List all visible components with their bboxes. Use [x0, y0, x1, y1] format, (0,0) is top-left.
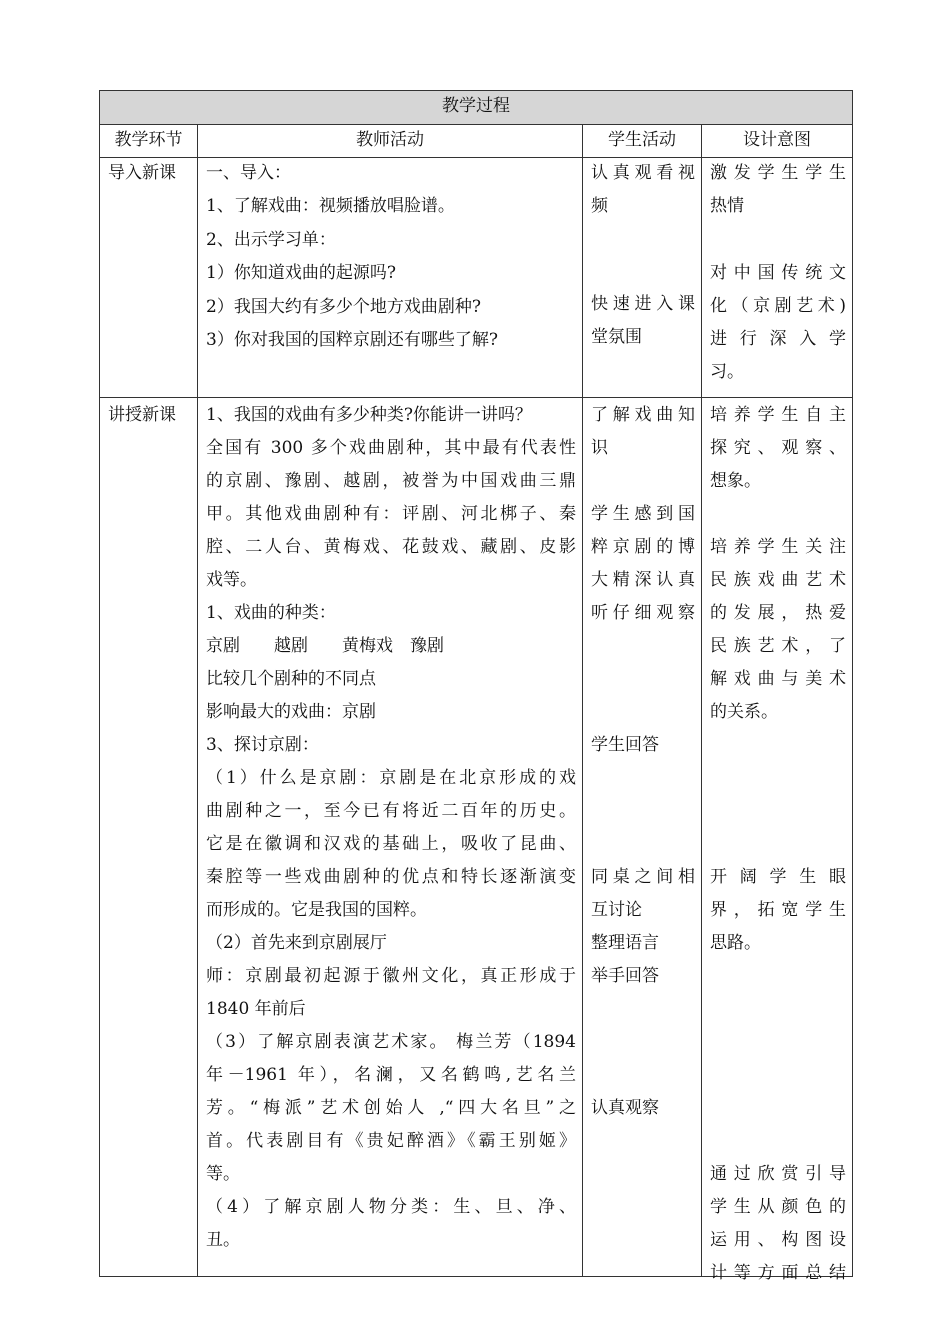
text-line: 年－1961 年），名澜，又名鹤鸣,艺名兰	[206, 1065, 576, 1085]
text-line: 全国有 300 多个戏曲剧种，其中最有代表性	[206, 438, 576, 458]
design-intent-cell	[702, 398, 853, 1283]
text-line: 粹京剧的博	[591, 537, 695, 557]
text-line: 甲。其他戏曲剧种有：评剧、河北梆子、秦	[206, 504, 576, 524]
text-line: 芳。“梅派”艺术创始人 ,“四大名旦”之	[206, 1098, 576, 1118]
text-line: 秦腔等一些戏曲剧种的优点和特长逐渐演变	[206, 867, 576, 887]
text-line: 民族艺术，了	[710, 636, 846, 656]
text-line: 频	[591, 196, 608, 216]
header-student-activity: 学生活动	[583, 125, 702, 158]
text-line: 进 行 深 入 学	[710, 329, 846, 349]
text-line: 识	[591, 438, 608, 458]
text-line: 京剧 越剧 黄梅戏 豫剧	[206, 636, 444, 656]
text-line: 2、出示学习单：	[206, 230, 336, 250]
text-line: 等。	[206, 1164, 240, 1184]
design-intent-cell	[702, 158, 853, 398]
teacher-activity-cell	[198, 398, 583, 1277]
text-line: 的关系。	[710, 702, 778, 722]
text-line: 整理语言	[591, 933, 659, 953]
text-line: 培养学生关注	[710, 537, 846, 557]
text-line: 1）你知道戏曲的起源吗?	[206, 263, 396, 283]
text-line: 1、了解戏曲：视频播放唱脸谱。	[206, 196, 455, 216]
text-line: 激发学生学生	[710, 163, 846, 183]
text-line: 戏等。	[206, 570, 257, 590]
text-line: 化（京剧艺术)	[710, 296, 846, 316]
student-activity-cell	[583, 158, 702, 398]
text-line: 认真观看视	[591, 163, 695, 183]
text-line: 界，拓宽学生	[710, 900, 846, 920]
text-line: 影响最大的戏曲：京剧	[206, 702, 376, 722]
text-line: 1、戏曲的种类：	[206, 603, 336, 623]
table-row	[100, 398, 853, 1277]
text-line: （1）什么是京剧：京剧是在北京形成的戏	[206, 768, 576, 788]
text-line: 热情	[710, 196, 744, 216]
text-line: 学生回答	[591, 735, 659, 755]
text-line: （2）首先来到京剧展厅	[206, 933, 387, 953]
stage-cell	[100, 398, 198, 1277]
text-line: 探究、观察、	[710, 438, 846, 458]
text-line: 2）我国大约有多少个地方戏曲剧种?	[206, 297, 481, 317]
header-design-intent: 设计意图	[702, 125, 853, 158]
text-line: （4）了解京剧人物分类：生、旦、净、	[206, 1197, 576, 1217]
text-line: 学生从颜色的	[710, 1197, 846, 1217]
text-line: 快速进入课	[591, 294, 695, 314]
text-line: （3）了解京剧表演艺术家。 梅兰芳（1894	[206, 1032, 576, 1052]
text-line: 大精深认真	[591, 570, 695, 590]
text-line: 曲剧种之一，至今已有将近二百年的历史。	[206, 801, 576, 821]
table-row	[100, 158, 853, 398]
text-line: 一、导入：	[206, 163, 291, 183]
text-line: 培养学生自主	[710, 405, 846, 425]
text-line: 想象。	[710, 471, 761, 491]
text-line: 师：京剧最初起源于徽州文化，真正形成于	[206, 966, 576, 986]
text-line: 运用、构图设	[710, 1230, 846, 1250]
text-line: 的京剧、豫剧、越剧，被誉为中国戏曲三鼎	[206, 471, 576, 491]
stage-cell	[100, 158, 198, 398]
text-line: 而形成的。它是我国的国粹。	[206, 900, 427, 920]
text-line: 堂氛围	[591, 327, 642, 347]
student-activity-cell	[583, 398, 702, 1277]
teacher-activity-cell	[198, 158, 583, 398]
text-line: 比较几个剧种的不同点	[206, 669, 376, 689]
text-line: 了解戏曲知	[591, 405, 695, 425]
text-line: 习。	[710, 362, 744, 382]
text-line: 同桌之间相	[591, 867, 695, 887]
text-line: 3、探讨京剧：	[206, 735, 319, 755]
text-line: 它是在徽调和汉戏的基础上，吸收了昆曲、	[206, 834, 576, 854]
text-line: 听仔细观察	[591, 603, 695, 623]
text-line: 1840 年前后	[206, 999, 306, 1019]
text-line: 腔、二人台、黄梅戏、花鼓戏、藏剧、皮影	[206, 537, 576, 557]
text-line: 首。代表剧目有《贵妃醉酒》《霸王别姬》	[206, 1131, 576, 1151]
text-line: 通过欣赏引导	[710, 1164, 846, 1184]
text-line: 学生感到国	[591, 504, 695, 524]
text-line: 开 阔 学 生 眼	[710, 867, 846, 887]
text-line: 思路。	[710, 933, 761, 953]
stage-label: 讲授新课	[108, 405, 176, 425]
lesson-process-table	[99, 90, 853, 1283]
text-line: 解戏曲与美术	[710, 669, 846, 689]
text-line: 举手回答	[591, 966, 659, 986]
table-title: 教学过程	[100, 91, 853, 125]
text-line: 3）你对我国的国粹京剧还有哪些了解?	[206, 330, 498, 350]
text-line: 对中国传统文	[710, 263, 846, 283]
header-teacher-activity: 教师活动	[198, 125, 583, 158]
text-line: 民族戏曲艺术	[710, 570, 846, 590]
text-line: 互讨论	[591, 900, 642, 920]
stage-label: 导入新课	[108, 163, 176, 183]
text-line: 计等方面总结	[710, 1263, 846, 1283]
text-line: 丑。	[206, 1230, 240, 1250]
text-line: 1、我国的戏曲有多少种类?你能讲一讲吗？	[206, 405, 532, 425]
text-line: 的发展，热爱	[710, 603, 846, 623]
header-stage: 教学环节	[100, 125, 198, 158]
text-line: 认真观察	[591, 1098, 659, 1118]
